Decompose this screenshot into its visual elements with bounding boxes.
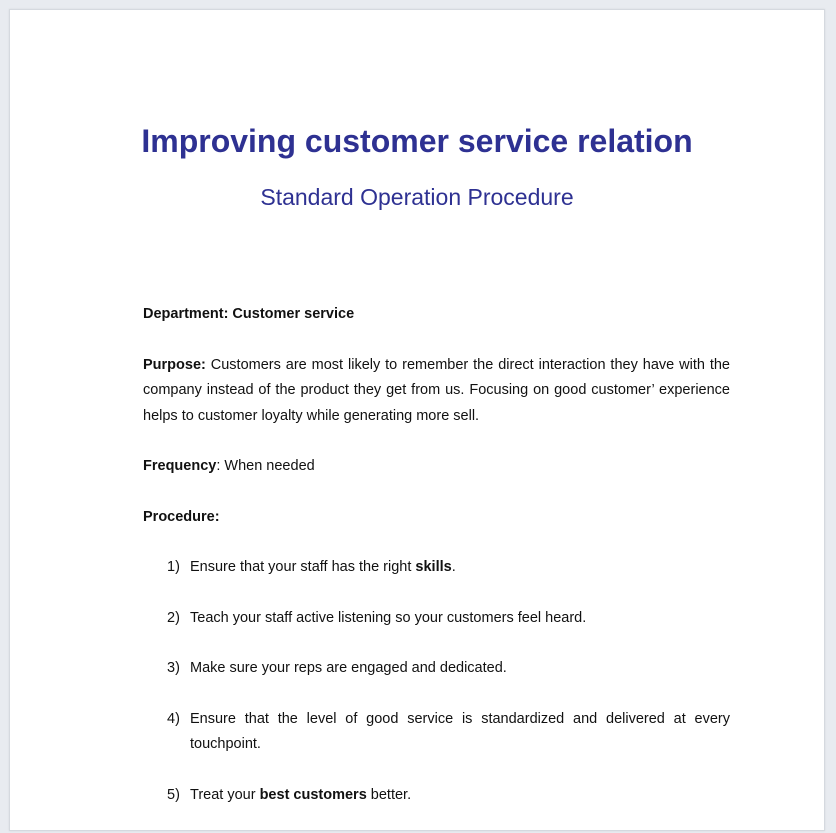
- list-item-text: Make sure your reps are engaged and dedicated.: [190, 660, 507, 676]
- document-page: [9, 9, 825, 831]
- procedure-list: [143, 555, 730, 808]
- procedure-label: Procedure:: [143, 508, 220, 525]
- list-item-number: 3): [167, 660, 180, 676]
- purpose-label: Purpose:: [143, 356, 206, 373]
- list-item: [143, 555, 730, 581]
- list-item: [143, 656, 730, 682]
- list-item-number: 1): [167, 559, 180, 575]
- list-item-text: Ensure that your staff has the right: [190, 559, 416, 575]
- frequency-text: : When needed: [216, 458, 315, 474]
- list-item-text: Treat your: [190, 786, 260, 803]
- procedure-heading: [143, 505, 730, 531]
- department-label: Department: Customer service: [143, 306, 355, 322]
- list-item-text: Teach your staff active listening so your customers feel heard.: [190, 609, 587, 626]
- purpose-text: Customers are most likely to remember the direct interaction they have with the company instead of the product they get from us. Focusing on good customer’ experience helps to customer loyalty while generating more sell.: [143, 356, 730, 424]
- list-item-number: 4): [167, 710, 180, 727]
- department-paragraph: [143, 302, 730, 328]
- list-item: [143, 606, 730, 632]
- list-item: [143, 707, 730, 758]
- list-item-number: 5): [167, 786, 180, 803]
- list-item-emphasis: best customers: [259, 786, 367, 803]
- frequency-label: Frequency: [143, 458, 217, 474]
- list-item-text-end: .: [451, 559, 456, 575]
- document-title: Improving customer service relation: [141, 123, 693, 159]
- purpose-paragraph: [143, 353, 730, 430]
- list-item-emphasis: skills: [415, 559, 452, 575]
- frequency-paragraph: [143, 454, 730, 480]
- list-item-text: Ensure that the level of good service is standardized and delivered at every touchpoint.: [190, 710, 730, 752]
- list-item-number: 2): [167, 609, 180, 626]
- document-subtitle: Standard Operation Procedure: [260, 184, 574, 210]
- document-body: [143, 302, 730, 833]
- list-item-text-end: better.: [366, 786, 412, 803]
- list-item: [143, 783, 730, 809]
